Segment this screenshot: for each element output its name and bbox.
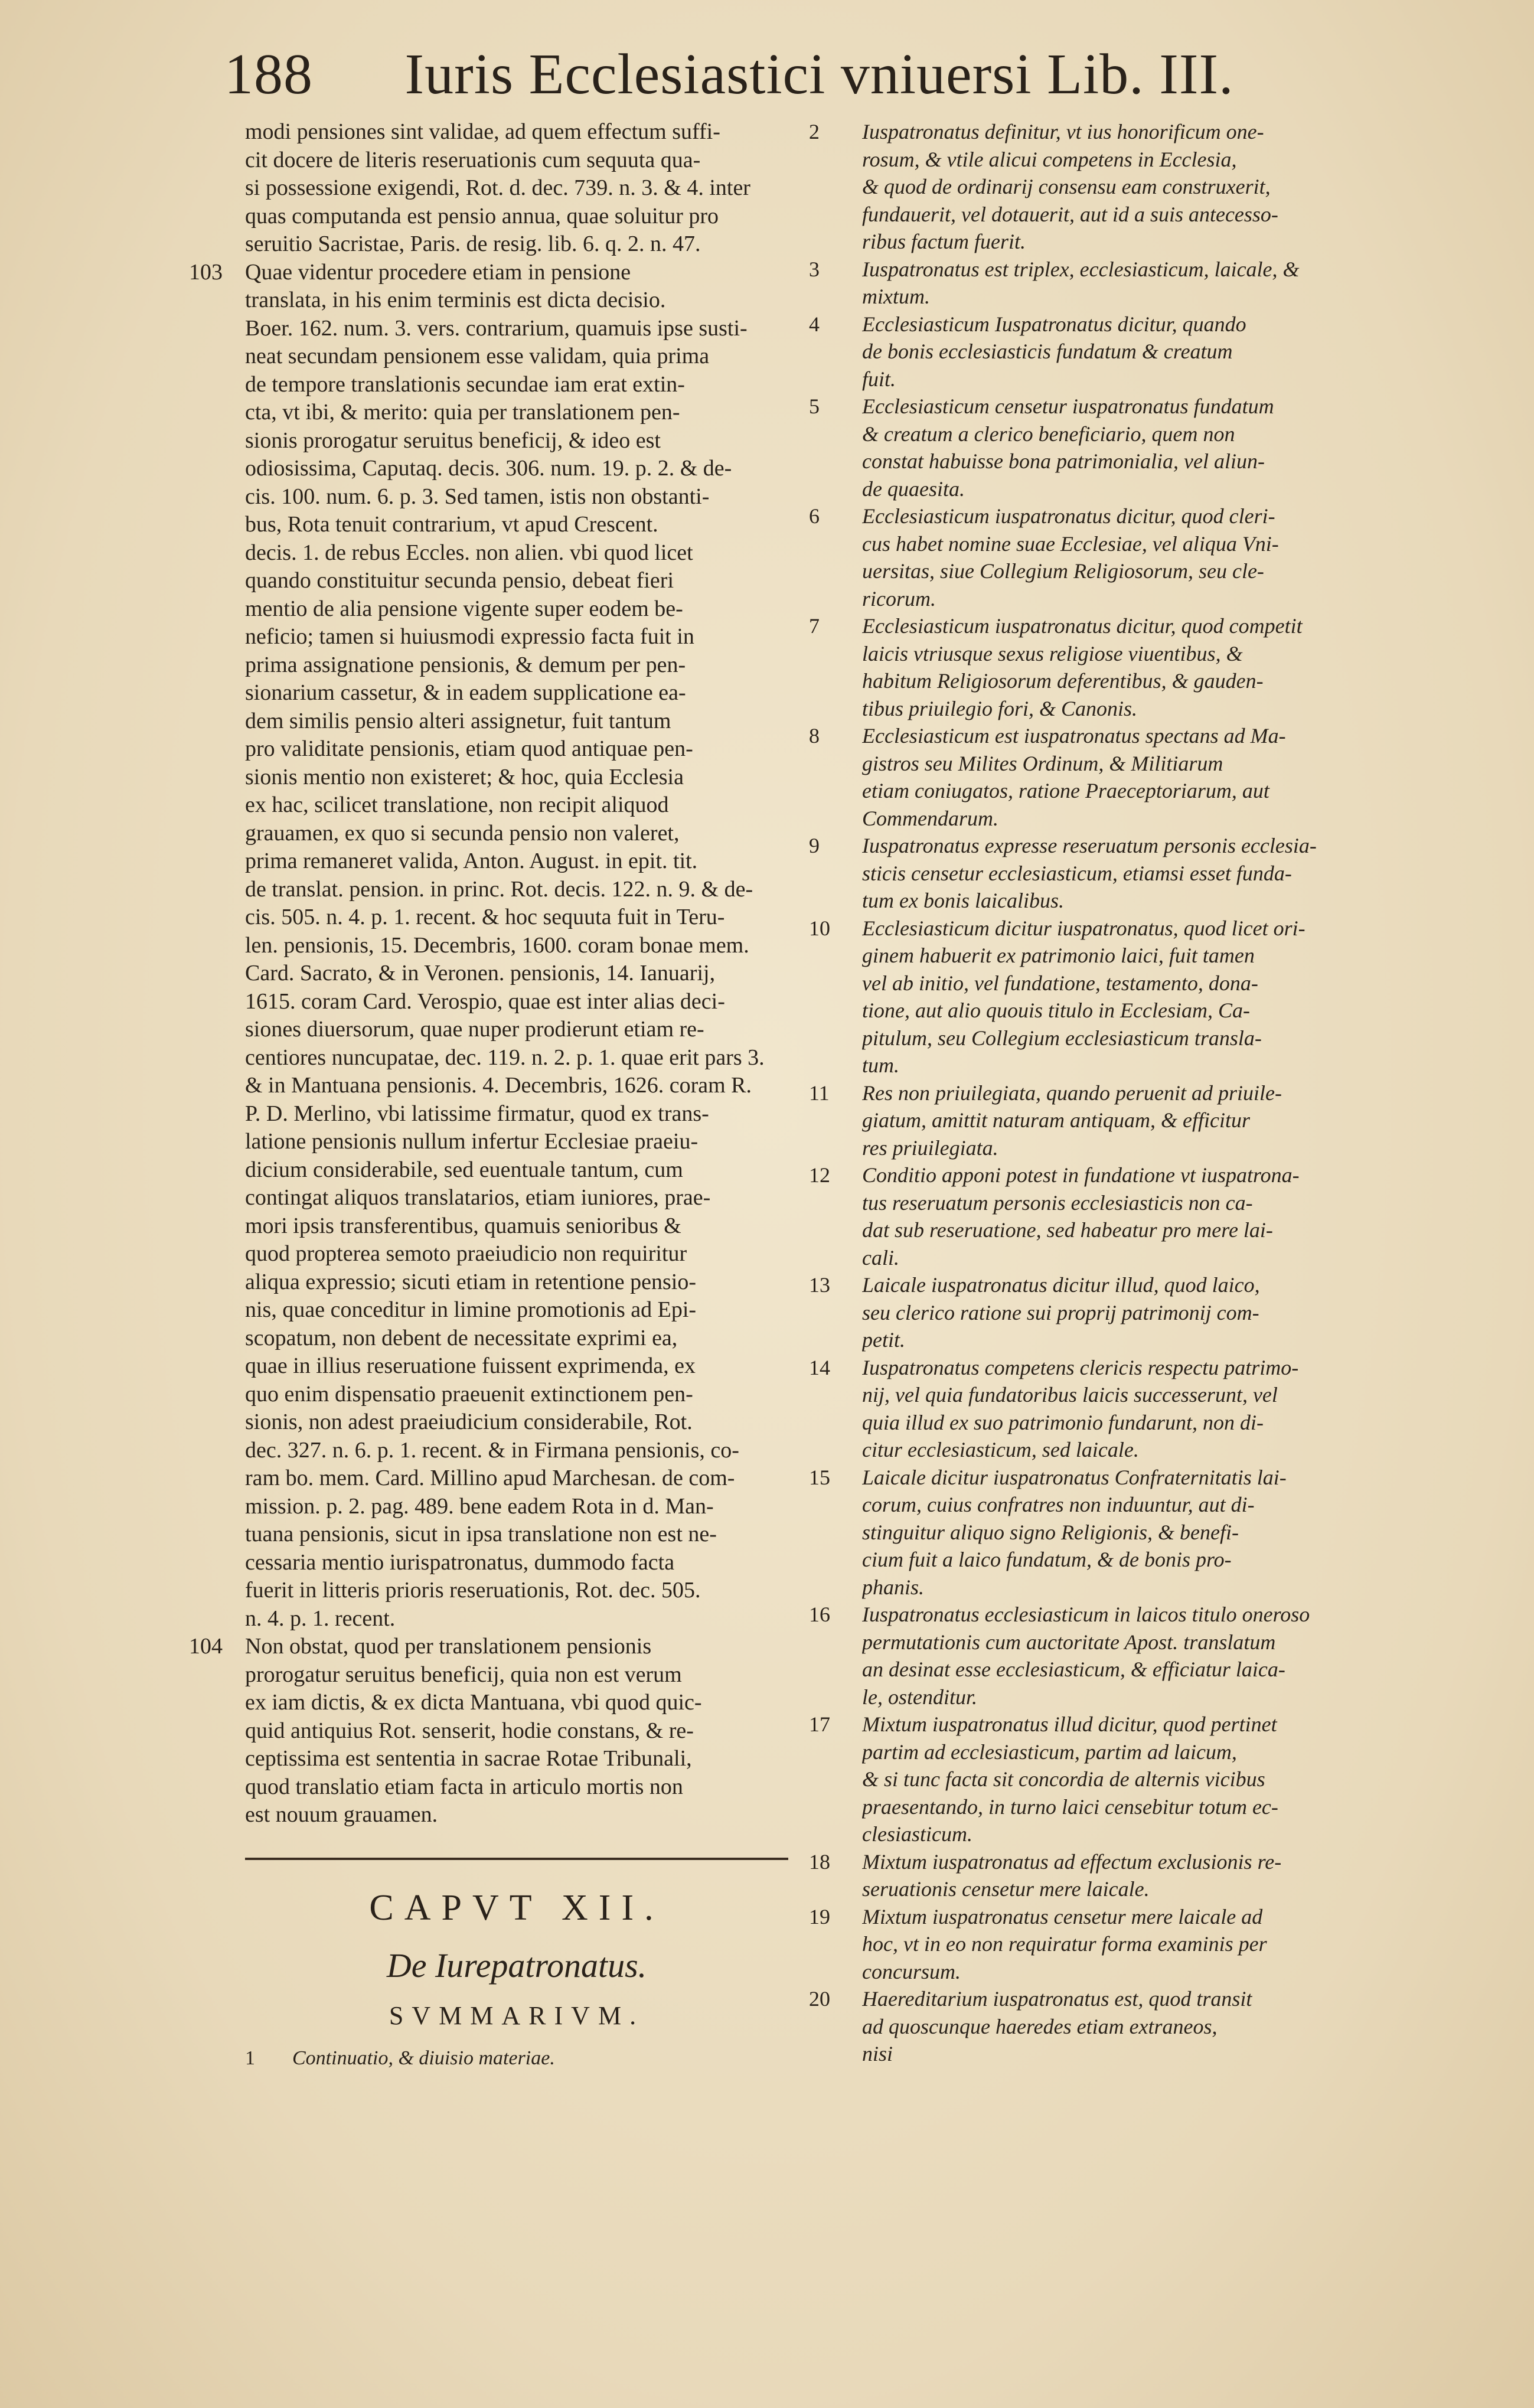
- text-line: fundauerit, vel dotauerit, aut id a suis antecesso-: [862, 202, 1278, 226]
- text-line: gistros seu Milites Ordinum, & Militiarum: [862, 751, 1223, 775]
- text-line: Non obstat, quod per translationem pensionis: [245, 1634, 652, 1659]
- text-line: nij, vel quia fundatoribus laicis successerunt, vel: [862, 1383, 1278, 1407]
- text-line: fuit.: [862, 367, 896, 391]
- text-line: si possessione exigendi, Rot. d. dec. 739. n. 3. & 4. inter: [245, 175, 750, 200]
- text-line: 1615. coram Card. Verospio, quae est inter alias deci-: [245, 988, 725, 1014]
- text-line: Iuspatronatus competens clericis respectu patrimo-: [862, 1355, 1299, 1379]
- text-line: sionis mentio non existeret; & hoc, quia Ecclesia: [245, 764, 684, 789]
- paragraph-104: [189, 1633, 788, 1829]
- text-line: Ecclesiasticum iuspatronatus dicitur, quod competit: [862, 614, 1303, 638]
- paragraph-continuation: [245, 118, 788, 259]
- summary-entry-16: [809, 1601, 1340, 1711]
- text-line: Iuspatronatus definitur, vt ius honorificum one-: [862, 120, 1264, 143]
- text-line: prorogatur seruitus beneficij, quia non est verum: [245, 1662, 682, 1687]
- text-line: tibus priuilegio fori, & Canonis.: [862, 696, 1138, 720]
- text-line: Ecclesiasticum Iuspatronatus dicitur, quando: [862, 312, 1246, 336]
- text-line: concursum.: [862, 1959, 961, 1983]
- summary-entry-number: 10: [809, 916, 830, 940]
- text-line: dec. 327. n. 6. p. 1. recent. & in Firmana pensionis, co-: [245, 1437, 739, 1463]
- summary-entry-number: 7: [809, 614, 820, 638]
- text-line: petit.: [862, 1328, 905, 1352]
- summary-entry-18: [809, 1848, 1340, 1903]
- right-column-summary-list: [809, 118, 1340, 2068]
- text-line: grauamen, ex quo si secunda pensio non valeret,: [245, 820, 680, 846]
- text-line: Iuspatronatus ecclesiasticum in laicos titulo oneroso: [862, 1603, 1310, 1626]
- text-line: Mixtum iuspatronatus censetur mere laicale ad: [862, 1904, 1263, 1929]
- text-line: ram bo. mem. Card. Millino apud Marchesan. de com-: [245, 1466, 735, 1490]
- page-number: 188: [224, 43, 313, 106]
- text-line: Mixtum iuspatronatus ad effectum exclusionis re-: [862, 1849, 1282, 1874]
- summary-entry-number: 18: [809, 1849, 830, 1874]
- text-line: etiam coniugatos, ratione Praeceptoriarum, aut: [862, 779, 1269, 802]
- text-line: dat sub reseruatione, sed habeatur pro mere lai-: [862, 1218, 1273, 1242]
- text-line: odiosissima, Caputaq. decis. 306. num. 19. p. 2. & de-: [245, 456, 732, 481]
- text-line: cus habet nomine suae Ecclesiae, vel aliqua Vni-: [862, 531, 1279, 556]
- running-title: Iuris Ecclesiastici vniuersi Lib. III.: [404, 43, 1234, 106]
- summary-entry-number: 20: [809, 1987, 830, 2011]
- summary-entry-4: [809, 311, 1340, 393]
- text-line: translata, in his enim terminis est dicta decisio.: [245, 288, 666, 312]
- summary-heading: SVMMARIVM.: [389, 2001, 645, 2030]
- text-line: cta, vt ibi, & merito: quia per translationem pen-: [245, 400, 680, 425]
- text-line: mori ipsis transferentibus, quamuis senioribus &: [245, 1213, 681, 1238]
- summary-entry-19: [809, 1903, 1340, 1986]
- text-line: Card. Sacrato, & in Veronen. pensionis, 14. Ianuarij,: [245, 961, 716, 986]
- text-line: nisi: [862, 2042, 893, 2066]
- summary-entry-2: [809, 118, 1340, 256]
- text-line: cessaria mentio iurispatronatus, dummodo facta: [245, 1549, 675, 1575]
- text-line: neat secundam pensionem esse validam, quia prima: [245, 344, 710, 368]
- text-line: seruationis censetur mere laicale.: [862, 1877, 1150, 1901]
- text-line: sticis censetur ecclesiasticum, etiamsi esset funda-: [862, 861, 1292, 885]
- text-line: uersitas, siue Collegium Religiosorum, seu cle-: [862, 559, 1264, 583]
- summary-entry-number: 14: [809, 1355, 830, 1379]
- text-line: quia illud ex suo patrimonio fundarunt, non di-: [862, 1410, 1264, 1434]
- text-line: Res non priuilegiata, quando peruenit ad priuile-: [862, 1081, 1282, 1105]
- summary-item-number: 1: [245, 2047, 255, 2069]
- text-line: nis, quae conceditur in limine promotionis ad Epi-: [245, 1297, 697, 1322]
- text-line: rosum, & vtile alicui competens in Ecclesia,: [862, 147, 1237, 171]
- text-line: quod translatio etiam facta in articulo mortis non: [245, 1774, 683, 1799]
- text-line: pro validitate pensionis, etiam quod antiquae pen-: [245, 736, 693, 761]
- text-line: tus reseruatum personis ecclesiasticis non ca-: [862, 1190, 1253, 1215]
- text-line: prima remaneret valida, Anton. August. in epit. tit.: [245, 849, 698, 873]
- summary-entry-number: 8: [809, 724, 820, 748]
- text-line: & in Mantuana pensionis. 4. Decembris, 1626. coram R.: [245, 1073, 752, 1098]
- text-line: permutationis cum auctoritate Apost. translatum: [862, 1630, 1276, 1654]
- text-line: corum, cuius confratres non induuntur, aut di-: [862, 1493, 1255, 1516]
- text-line: modi pensiones sint validae, ad quem effectum suffi-: [245, 119, 720, 144]
- summary-entry-10: [809, 915, 1340, 1079]
- text-line: tione, aut alio quouis titulo in Ecclesiam, Ca-: [862, 999, 1250, 1022]
- text-line: partim ad ecclesiasticum, partim ad laicum,: [862, 1740, 1237, 1764]
- summary-entry-12: [809, 1161, 1340, 1271]
- text-line: ceptissima est sententia in sacrae Rotae Tribunali,: [245, 1746, 692, 1771]
- summary-entry-number: 2: [809, 120, 820, 143]
- text-line: decis. 1. de rebus Eccles. non alien. vbi quod licet: [245, 540, 693, 565]
- text-line: Ecclesiasticum censetur iuspatronatus fundatum: [862, 394, 1274, 418]
- text-line: de quaesita.: [862, 477, 965, 501]
- text-line: cium fuit a laico fundatum, & de bonis pro-: [862, 1548, 1232, 1571]
- text-line: ad quoscunque haeredes etiam extraneos,: [862, 2014, 1218, 2038]
- text-line: Haereditarium iuspatronatus est, quod transit: [862, 1987, 1252, 2011]
- text-line: praesentando, in turno laici censebitur totum ec-: [862, 1794, 1278, 1819]
- text-line: Iuspatronatus expresse reseruatum personis ecclesia-: [862, 834, 1317, 857]
- text-line: Quae videntur procedere etiam in pensione: [245, 259, 631, 285]
- text-line: scopatum, non debent de necessitate exprimi ea,: [245, 1325, 678, 1350]
- text-line: neficio; tamen si huiusmodi expressio facta fuit in: [245, 624, 694, 649]
- summary-item-text: Continuatio, & diuisio materiae.: [292, 2047, 555, 2069]
- margin-number: 104: [189, 1634, 223, 1659]
- text-line: tum.: [862, 1053, 899, 1077]
- text-line: ex hac, scilicet translatione, non recipit aliquod: [245, 792, 669, 817]
- text-line: latione pensionis nullum infertur Ecclesiae praeiu-: [245, 1129, 699, 1154]
- summary-entry-number: 13: [809, 1273, 830, 1297]
- text-line: quas computanda est pensio annua, quae soluitur pro: [245, 203, 719, 229]
- summary-entry-7: [809, 612, 1340, 722]
- summary-entry-number: 4: [809, 312, 820, 336]
- text-line: quo enim dispensatio praeuenit extinctionem pen-: [245, 1381, 693, 1407]
- text-line: Laicale iuspatronatus dicitur illud, quod laico,: [862, 1273, 1260, 1297]
- text-line: constat habuisse bona patrimonialia, vel aliun-: [862, 449, 1265, 473]
- text-line: pitulum, seu Collegium ecclesiasticum transla-: [862, 1026, 1262, 1050]
- summary-entry-11: [809, 1079, 1340, 1162]
- text-line: hoc, vt in eo non requiratur forma examinis per: [862, 1932, 1267, 1956]
- summary-entry-number: 17: [809, 1712, 830, 1736]
- text-line: de tempore translationis secundae iam erat extin-: [245, 371, 685, 397]
- text-line: quae in illius reseruatione fuissent exprimenda, ex: [245, 1353, 696, 1378]
- text-line: res priuilegiata.: [862, 1136, 998, 1160]
- text-line: stinguitur aliquo signo Religionis, & benefi-: [862, 1520, 1239, 1544]
- text-line: de bonis ecclesiasticis fundatum & creatum: [862, 340, 1233, 363]
- text-line: Commendarum.: [862, 806, 998, 830]
- text-line: bus, Rota tenuit contrarium, vt apud Crescent.: [245, 512, 658, 537]
- summary-item-1: [245, 2045, 788, 2072]
- summary-entry-13: [809, 1271, 1340, 1354]
- text-line: dem similis pensio alteri assignetur, fuit tantum: [245, 708, 671, 733]
- summary-entry-8: [809, 722, 1340, 832]
- summary-entry-14: [809, 1354, 1340, 1464]
- text-line: le, ostenditur.: [862, 1685, 977, 1709]
- text-line: an desinat esse ecclesiasticum, & efficiatur laica-: [862, 1657, 1285, 1681]
- text-line: centiores nuncupatae, dec. 119. n. 2. p. 1. quae erit pars 3.: [245, 1045, 765, 1070]
- text-line: & si tunc facta sit concordia de alternis vicibus: [862, 1767, 1265, 1791]
- summary-entry-number: 5: [809, 394, 820, 418]
- text-line: habitum Religiosorum deferentibus, & gauden-: [862, 669, 1264, 693]
- text-line: ginem habuerit ex patrimonio laici, fuit tamen: [862, 944, 1255, 967]
- text-line: quid antiquius Rot. senserit, hodie constans, & re-: [245, 1718, 694, 1743]
- text-line: citur ecclesiasticum, sed laicale.: [862, 1438, 1139, 1461]
- text-line: Conditio apponi potest in fundatione vt iuspatrona-: [862, 1163, 1300, 1187]
- text-line: fuerit in litteris prioris reseruationis, Rot. dec. 505.: [245, 1578, 701, 1603]
- summary-entry-6: [809, 503, 1340, 612]
- summary-entry-number: 12: [809, 1163, 830, 1187]
- text-line: ex iam dictis, & ex dicta Mantuana, vbi quod quic-: [245, 1690, 702, 1715]
- left-column: [189, 118, 788, 2072]
- summary-entry-number: 11: [809, 1081, 830, 1105]
- text-line: sionis, non adest praeiudicium considerabile, Rot.: [245, 1409, 693, 1434]
- summary-entry-17: [809, 1711, 1340, 1848]
- text-line: & quod de ordinarij consensu eam construxerit,: [862, 175, 1271, 198]
- summary-entry-number: 16: [809, 1603, 830, 1626]
- text-line: P. D. Merlino, vbi latissime firmatur, quod ex trans-: [245, 1101, 709, 1126]
- summary-entry-5: [809, 393, 1340, 503]
- text-line: Iuspatronatus est triplex, ecclesiasticum, laicale, &: [862, 257, 1300, 281]
- text-line: Laicale dicitur iuspatronatus Confraternitatis lai-: [862, 1465, 1287, 1489]
- text-line: mission. p. 2. pag. 489. bene eadem Rota in d. Man-: [245, 1493, 714, 1519]
- text-line: cit docere de literis reseruationis cum sequuta qua-: [245, 147, 701, 172]
- text-line: est nouum grauamen.: [245, 1802, 438, 1827]
- running-header: [224, 41, 1234, 107]
- text-line: cis. 100. num. 6. p. 3. Sed tamen, istis non obstanti-: [245, 484, 710, 509]
- text-line: tum ex bonis laicalibus.: [862, 889, 1064, 912]
- text-line: laicis vtriusque sexus religiose viuentibus, &: [862, 641, 1243, 665]
- text-line: n. 4. p. 1. recent.: [245, 1606, 396, 1631]
- summary-entry-9: [809, 832, 1340, 915]
- summary-entry-number: 15: [809, 1465, 830, 1489]
- summary-entry-15: [809, 1464, 1340, 1601]
- text-line: giatum, amittit naturam antiquam, & efficitur: [862, 1108, 1250, 1132]
- text-line: de translat. pension. in princ. Rot. decis. 122. n. 9. & de-: [245, 876, 753, 902]
- text-line: cis. 505. n. 4. p. 1. recent. & hoc sequuta fuit in Teru-: [245, 905, 725, 929]
- text-line: aliqua expressio; sicuti etiam in retentione pensio-: [245, 1269, 697, 1294]
- summary-entry-number: 19: [809, 1904, 830, 1929]
- text-line: Ecclesiasticum est iuspatronatus spectans ad Ma-: [862, 724, 1286, 748]
- chapter-subtitle: De Iurepatronatus.: [386, 1946, 647, 1985]
- paragraph-103: [189, 259, 788, 1633]
- text-line: dicium considerabile, sed euentuale tantum, cum: [245, 1157, 683, 1182]
- text-line: sionis prorogatur seruitus beneficij, & ideo est: [245, 428, 661, 453]
- text-line: Ecclesiasticum dicitur iuspatronatus, quod licet ori-: [862, 916, 1305, 940]
- text-line: quando constituitur secunda pensio, debeat fieri: [245, 568, 674, 593]
- chapter-heading: CAPVT XII.: [369, 1887, 664, 1928]
- text-line: seruitio Sacristae, Paris. de resig. lib. 6. q. 2. n. 47.: [245, 231, 701, 256]
- summary-entry-3: [809, 256, 1340, 311]
- text-line: clesiasticum.: [862, 1822, 972, 1846]
- summary-entry-number: 6: [809, 504, 820, 528]
- text-line: & creatum a clerico beneficiario, quem non: [862, 422, 1235, 446]
- text-line: seu clerico ratione sui proprij patrimonij com-: [862, 1300, 1259, 1324]
- text-line: ribus factum fuerit.: [862, 230, 1026, 253]
- margin-number: 103: [189, 259, 223, 285]
- summary-entry-20: [809, 1985, 1340, 2068]
- text-line: mixtum.: [862, 285, 930, 308]
- text-line: tuana pensionis, sicut in ipsa translatione non est ne-: [245, 1522, 717, 1546]
- text-line: prima assignatione pensionis, & demum per pen-: [245, 652, 686, 677]
- text-line: contingat aliquos translatarios, etiam iuniores, prae-: [245, 1185, 711, 1210]
- text-line: mentio de alia pensione vigente super eodem be-: [245, 596, 683, 621]
- text-line: Mixtum iuspatronatus illud dicitur, quod pertinet: [862, 1712, 1277, 1736]
- text-line: Ecclesiasticum iuspatronatus dicitur, quod cleri-: [862, 504, 1275, 528]
- text-line: quod propterea semoto praeiudicio non requiritur: [245, 1241, 687, 1266]
- text-line: len. pensionis, 15. Decembris, 1600. coram bonae mem.: [245, 932, 749, 958]
- summary-entry-number: 3: [809, 257, 820, 281]
- summary-entry-number: 9: [809, 834, 820, 857]
- text-line: cali.: [862, 1245, 899, 1270]
- section-divider: [245, 1858, 788, 1860]
- text-line: ricorum.: [862, 586, 936, 611]
- text-line: vel ab initio, vel fundatione, testamento, dona-: [862, 971, 1258, 995]
- text-line: siones diuersorum, quae nuper prodierunt etiam re-: [245, 1017, 704, 1042]
- text-line: phanis.: [862, 1575, 925, 1599]
- text-line: Boer. 162. num. 3. vers. contrarium, quamuis ipse susti-: [245, 315, 748, 341]
- text-line: sionarium cassetur, & in eadem supplicatione ea-: [245, 680, 686, 705]
